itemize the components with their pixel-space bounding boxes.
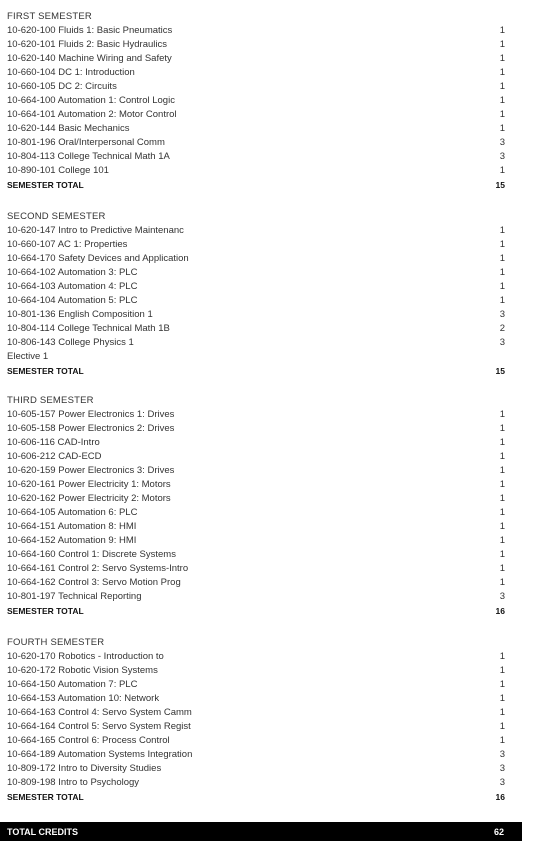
course-row: [7, 94, 507, 108]
course-credits: 2: [499, 323, 505, 334]
course-name: 10-664-164 Control 5: Servo System Regist: [7, 721, 191, 732]
course-row: [7, 238, 507, 252]
course-name: 10-809-172 Intro to Diversity Studies: [7, 763, 162, 774]
course-credits: 1: [499, 25, 505, 36]
course-credits: 1: [499, 535, 505, 546]
course-credits: 1: [499, 81, 505, 92]
course-row: [7, 336, 507, 350]
semester-title: THIRD SEMESTER: [7, 395, 94, 406]
course-row: [7, 66, 507, 80]
course-name: 10-664-170 Safety Devices and Application: [7, 253, 189, 264]
course-credits: 1: [499, 549, 505, 560]
course-name: 10-664-152 Automation 9: HMI: [7, 535, 137, 546]
course-name: 10-664-163 Control 4: Servo System Camm: [7, 707, 192, 718]
course-credits: 1: [499, 707, 505, 718]
course-row: [7, 436, 507, 450]
course-name: 10-664-160 Control 1: Discrete Systems: [7, 549, 176, 560]
course-credits: 1: [499, 253, 505, 264]
course-name: 10-620-147 Intro to Predictive Maintenanc: [7, 225, 184, 236]
course-name: Elective 1: [7, 351, 49, 362]
course-row: [7, 776, 507, 790]
course-credits: 3: [499, 309, 505, 320]
course-row: [7, 266, 507, 280]
course-credits: 1: [499, 109, 505, 120]
course-row: [7, 38, 507, 52]
course-row: [7, 664, 507, 678]
course-credits: 1: [499, 123, 505, 134]
course-credits: 1: [499, 67, 505, 78]
course-row: [7, 122, 507, 136]
course-row: [7, 678, 507, 692]
course-name: 10-664-153 Automation 10: Network: [7, 693, 160, 704]
semester-total-label: SEMESTER TOTAL: [7, 792, 84, 802]
course-credits: 1: [499, 693, 505, 704]
course-credits: 1: [499, 721, 505, 732]
course-credits: 3: [499, 151, 505, 162]
course-name: 10-664-150 Automation 7: PLC: [7, 679, 138, 690]
course-row: [7, 534, 507, 548]
course-credits: 3: [499, 591, 505, 602]
course-credits: 1: [499, 493, 505, 504]
course-row: [7, 576, 507, 590]
course-row: [7, 692, 507, 706]
course-row: [7, 464, 507, 478]
course-name: 10-664-102 Automation 3: PLC: [7, 267, 138, 278]
semester-total-value: 15: [495, 366, 505, 376]
course-credits: 1: [499, 665, 505, 676]
semester-title: FOURTH SEMESTER: [7, 637, 105, 648]
course-row: [7, 590, 507, 604]
course-credits: 1: [499, 577, 505, 588]
course-row: [7, 650, 507, 664]
semester-total-row: [7, 604, 507, 618]
total-credits-label: TOTAL CREDITS: [7, 826, 79, 837]
course-credits: 1: [499, 423, 505, 434]
course-row: [7, 280, 507, 294]
course-name: 10-620-162 Power Electricity 2: Motors: [7, 493, 171, 504]
course-row: [7, 150, 507, 164]
semester-total-value: 16: [495, 606, 505, 616]
course-credits: 1: [499, 165, 505, 176]
course-name: 10-664-100 Automation 1: Control Logic: [7, 95, 175, 106]
semester-total-row: [7, 364, 507, 378]
course-credits: 3: [499, 749, 505, 760]
course-credits: 1: [499, 451, 505, 462]
course-name: 10-801-136 English Composition 1: [7, 309, 153, 320]
course-name: 10-620-101 Fluids 2: Basic Hydraulics: [7, 39, 167, 50]
semester-total-row: [7, 790, 507, 804]
semester-total-value: 15: [495, 180, 505, 190]
course-credits: 1: [499, 53, 505, 64]
course-row: [7, 322, 507, 336]
course-credits: 3: [499, 777, 505, 788]
course-name: 10-605-157 Power Electronics 1: Drives: [7, 409, 175, 420]
course-name: 10-804-113 College Technical Math 1A: [7, 151, 170, 162]
total-credits-bar: [0, 822, 522, 841]
course-name: 10-801-196 Oral/Interpersonal Comm: [7, 137, 165, 148]
course-credits: 1: [499, 679, 505, 690]
course-name: 10-620-140 Machine Wiring and Safety: [7, 53, 172, 64]
course-row: [7, 450, 507, 464]
course-credits: 1: [499, 95, 505, 106]
course-row: [7, 80, 507, 94]
course-name: 10-890-101 College 101: [7, 165, 109, 176]
course-row: [7, 408, 507, 422]
semester-block-1: [7, 10, 507, 192]
semester-total-label: SEMESTER TOTAL: [7, 180, 84, 190]
course-row: [7, 24, 507, 38]
course-name: 10-664-162 Control 3: Servo Motion Prog: [7, 577, 181, 588]
course-name: 10-806-143 College Physics 1: [7, 337, 134, 348]
course-name: 10-664-104 Automation 5: PLC: [7, 295, 138, 306]
course-row: [7, 506, 507, 520]
course-credits: 1: [499, 563, 505, 574]
course-name: 10-664-165 Control 6: Process Control: [7, 735, 170, 746]
course-name: 10-664-105 Automation 6: PLC: [7, 507, 138, 518]
course-row: [7, 748, 507, 762]
semester-title: SECOND SEMESTER: [7, 211, 106, 222]
course-name: 10-804-114 College Technical Math 1B: [7, 323, 170, 334]
course-credits: 1: [499, 465, 505, 476]
course-credits: 1: [499, 479, 505, 490]
course-row: [7, 52, 507, 66]
course-credits: 1: [499, 409, 505, 420]
course-name: 10-664-151 Automation 8: HMI: [7, 521, 137, 532]
course-credits: 3: [499, 763, 505, 774]
course-row: [7, 136, 507, 150]
course-credits: 1: [499, 267, 505, 278]
semester-block-2: [7, 210, 507, 378]
course-row: [7, 350, 507, 364]
course-name: 10-664-101 Automation 2: Motor Control: [7, 109, 177, 120]
course-credits: 1: [499, 295, 505, 306]
course-row: [7, 520, 507, 534]
semester-block-4: [7, 636, 507, 804]
semester-block-3: [7, 394, 507, 618]
semester-total-label: SEMESTER TOTAL: [7, 606, 84, 616]
course-credits: 1: [499, 239, 505, 250]
course-credits: 1: [499, 521, 505, 532]
course-name: 10-606-212 CAD-ECD: [7, 451, 102, 462]
course-credits: 1: [499, 651, 505, 662]
semester-total-row: [7, 178, 507, 192]
semester-total-label: SEMESTER TOTAL: [7, 366, 84, 376]
course-name: 10-660-105 DC 2: Circuits: [7, 81, 117, 92]
course-row: [7, 252, 507, 266]
course-name: 10-664-161 Control 2: Servo Systems-Intro: [7, 563, 189, 574]
course-row: [7, 294, 507, 308]
course-row: [7, 108, 507, 122]
course-name: 10-620-144 Basic Mechanics: [7, 123, 130, 134]
course-name: 10-620-170 Robotics - Introduction to: [7, 651, 164, 662]
course-credits: 1: [499, 225, 505, 236]
course-credits: [485, 350, 507, 364]
course-name: 10-620-161 Power Electricity 1: Motors: [7, 479, 171, 490]
course-row: [7, 706, 507, 720]
semester-total-value: 16: [495, 792, 505, 802]
course-name: 10-620-100 Fluids 1: Basic Pneumatics: [7, 25, 173, 36]
course-name: 10-660-107 AC 1: Properties: [7, 239, 128, 250]
course-credits: 1: [499, 281, 505, 292]
course-credits: 1: [499, 437, 505, 448]
course-row: [7, 422, 507, 436]
course-row: [7, 548, 507, 562]
course-credits: 1: [499, 39, 505, 50]
course-name: 10-809-198 Intro to Psychology: [7, 777, 140, 788]
course-credits: 1: [499, 507, 505, 518]
course-row: [7, 734, 507, 748]
course-row: [7, 164, 507, 178]
course-row: [7, 308, 507, 322]
course-row: [7, 492, 507, 506]
course-name: 10-660-104 DC 1: Introduction: [7, 67, 135, 78]
course-name: 10-664-103 Automation 4: PLC: [7, 281, 138, 292]
course-name: 10-620-159 Power Electronics 3: Drives: [7, 465, 175, 476]
course-name: 10-620-172 Robotic Vision Systems: [7, 665, 158, 676]
course-name: 10-606-116 CAD-Intro: [7, 437, 100, 448]
course-credits: 1: [499, 735, 505, 746]
course-row: [7, 762, 507, 776]
course-name: 10-801-197 Technical Reporting: [7, 591, 142, 602]
course-credits: 3: [499, 137, 505, 148]
course-credits: 3: [499, 337, 505, 348]
course-name: 10-664-189 Automation Systems Integration: [7, 749, 193, 760]
course-name: 10-605-158 Power Electronics 2: Drives: [7, 423, 175, 434]
course-row: [7, 562, 507, 576]
course-row: [7, 478, 507, 492]
total-credits-value: 62: [493, 826, 504, 837]
course-row: [7, 224, 507, 238]
semester-title: FIRST SEMESTER: [7, 11, 92, 22]
course-row: [7, 720, 507, 734]
